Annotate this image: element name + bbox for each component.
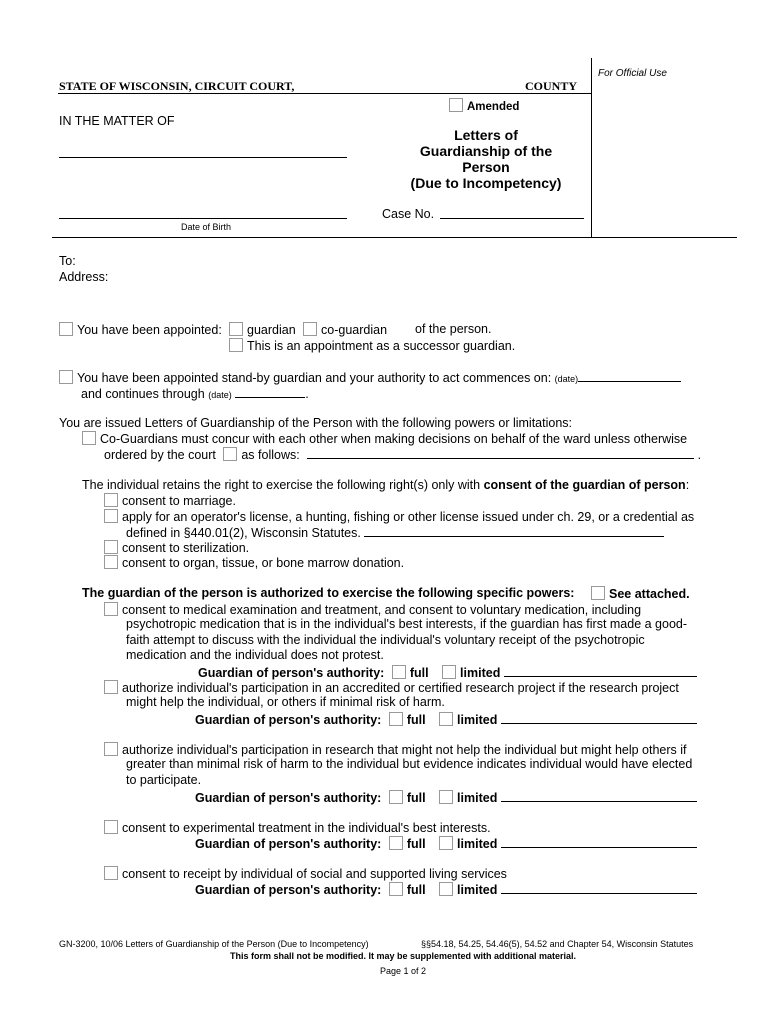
- medical-text-2: psychotropic medication that is in the individual's best interests, if the guardian has first made a good-: [126, 617, 688, 631]
- research-1-full-label: full: [406, 713, 426, 727]
- research-1-limited-checkbox[interactable]: [439, 712, 453, 726]
- experimental-limited-label: limited: [457, 837, 498, 851]
- research-2-full-checkbox[interactable]: [389, 790, 403, 804]
- appointed-label: You have been appointed:: [77, 323, 222, 337]
- coguardians-text-1: Co-Guardians must concur with each other when making decisions on behalf of the ward unless otherwise: [100, 432, 688, 446]
- standby-checkbox[interactable]: [59, 370, 73, 384]
- ordered-text: ordered by the court: [104, 448, 216, 462]
- research-2-limited-checkbox[interactable]: [439, 790, 453, 804]
- co-guardian-label: co-guardian: [321, 323, 388, 337]
- coguardians-checkbox[interactable]: [82, 431, 96, 445]
- research-2-authority-label: Guardian of person's authority:: [195, 791, 382, 805]
- social-services-limited-label: limited: [457, 883, 498, 897]
- research-1-authority-label: Guardian of person's authority:: [195, 713, 382, 727]
- medical-text-4: medication and the individual does not protest.: [126, 648, 384, 662]
- amended-label: Amended: [467, 101, 520, 113]
- appointed-row: [59, 322, 222, 337]
- research-1-limited-label: limited: [457, 713, 498, 727]
- guardian-checkbox[interactable]: [229, 322, 243, 336]
- title-line-3: Person: [462, 159, 510, 175]
- to-label: To:: [59, 254, 76, 268]
- power-research-2: [104, 742, 687, 757]
- specific-heading: The guardian of the person is authorized to exercise the following specific powers:: [82, 586, 575, 600]
- title-line-4: (Due to Incompetency): [410, 175, 562, 191]
- experimental-authority-row: [195, 835, 697, 851]
- continues-date-label: (date): [208, 390, 232, 400]
- social-services-limited-line[interactable]: [501, 881, 697, 894]
- guardian-label: guardian: [247, 323, 296, 337]
- right-donation: [104, 555, 404, 570]
- research-1-full-checkbox[interactable]: [389, 712, 403, 726]
- page-number: Page 1 of 2: [379, 966, 427, 976]
- social-services-checkbox[interactable]: [104, 866, 118, 880]
- research-1-checkbox[interactable]: [104, 680, 118, 694]
- medical-text-3: faith attempt to discuss with the individual the individual's voluntary receipt of the psychotropic: [126, 633, 645, 647]
- see-attached-option[interactable]: [591, 586, 690, 601]
- research-1-text-2: might help the individual, or others if minimal risk of harm.: [126, 695, 445, 709]
- research-1-limited-line[interactable]: [501, 711, 697, 724]
- coguardians-row: [82, 431, 687, 446]
- power-experimental: [104, 820, 491, 835]
- retains-consent: consent of the guardian of person: [483, 478, 686, 492]
- medical-authority-row: [198, 664, 697, 680]
- experimental-limited-line[interactable]: [501, 835, 697, 848]
- title-line-1: Letters of: [454, 127, 518, 143]
- license-label-2: defined in §440.01(2), Wisconsin Statutes.: [126, 526, 361, 540]
- matter-name-line[interactable]: [59, 157, 347, 158]
- experimental-text: consent to experimental treatment in the individual's best interests.: [122, 821, 491, 835]
- successor-option[interactable]: [229, 338, 515, 353]
- see-attached-label: See attached.: [609, 587, 690, 601]
- retains-colon: :: [685, 478, 690, 492]
- standby-row: [59, 369, 681, 385]
- guardian-option[interactable]: [229, 322, 296, 337]
- powers-intro: You are issued Letters of Guardianship of the Person with the following powers or limitations:: [59, 416, 573, 430]
- marriage-label: consent to marriage.: [122, 494, 236, 508]
- official-use-label: For Official Use: [598, 68, 667, 79]
- donation-checkbox[interactable]: [104, 555, 118, 569]
- sterilization-checkbox[interactable]: [104, 540, 118, 554]
- form-title: [380, 127, 592, 191]
- social-services-text: consent to receipt by individual of social and supported living services: [122, 867, 507, 881]
- address-label: Address:: [59, 270, 109, 284]
- license-label: apply for an operator's license, a hunting, fishing or other license issued under ch. 29, or a credential as: [122, 510, 695, 524]
- modification-notice: This form shall not be modified. It may be supplemented with additional material.: [229, 951, 577, 961]
- statutes: §§54.18, 54.25, 54.46(5), 54.52 and Chapter 54, Wisconsin Statutes: [421, 939, 694, 949]
- medical-limited-checkbox[interactable]: [442, 665, 456, 679]
- ordered-row: ordered by the court as follows: .: [104, 448, 702, 462]
- research-2-authority-row: [195, 789, 697, 805]
- continues-period: .: [305, 387, 309, 401]
- right-marriage: [104, 493, 236, 508]
- amended-checkbox-row[interactable]: [449, 98, 519, 113]
- as-follows-checkbox[interactable]: [223, 447, 237, 461]
- co-guardian-checkbox[interactable]: [303, 322, 317, 336]
- medical-authority-label: Guardian of person's authority:: [198, 666, 385, 680]
- form-id: GN-3200, 10/06 Letters of Guardianship of the Person (Due to Incompetency): [59, 939, 369, 949]
- in-matter-label: IN THE MATTER OF: [59, 114, 175, 128]
- retains-text: The individual retains the right to exercise the following right(s) only with: [82, 478, 484, 492]
- donation-label: consent to organ, tissue, or bone marrow donation.: [122, 556, 405, 570]
- medical-limited-line[interactable]: [504, 664, 697, 677]
- marriage-checkbox[interactable]: [104, 493, 118, 507]
- successor-label: This is an appointment as a successor guardian.: [247, 339, 516, 353]
- experimental-limited-checkbox[interactable]: [439, 836, 453, 850]
- continues-row: [81, 385, 309, 401]
- social-services-full-checkbox[interactable]: [389, 882, 403, 896]
- power-medical: [104, 602, 641, 617]
- research-2-limited-label: limited: [457, 791, 498, 805]
- research-2-text-3: to participate.: [126, 773, 202, 787]
- research-2-full-label: full: [406, 791, 426, 805]
- research-1-authority-row: [195, 711, 697, 727]
- right-sterilization: [104, 540, 249, 555]
- medical-limited-label: limited: [460, 666, 501, 680]
- see-attached-checkbox[interactable]: [591, 586, 605, 600]
- standby-date-line[interactable]: [578, 369, 681, 382]
- continues-label: and continues through: [81, 387, 205, 401]
- title-line-2: Guardianship of the: [419, 143, 553, 159]
- case-no-label: Case No.: [382, 207, 435, 221]
- co-guardian-option[interactable]: [303, 322, 387, 337]
- right-license-cont: [126, 524, 664, 540]
- retains-heading: [82, 478, 689, 492]
- research-1-text-1: authorize individual's participation in an accredited or certified research project if the research project: [122, 681, 679, 695]
- experimental-authority-label: Guardian of person's authority:: [195, 837, 382, 851]
- continues-date-line[interactable]: [235, 385, 305, 398]
- power-social-services: [104, 866, 507, 881]
- successor-checkbox[interactable]: [229, 338, 243, 352]
- medical-full-label: full: [409, 666, 429, 680]
- experimental-checkbox[interactable]: [104, 820, 118, 834]
- header-bottom-rule: [52, 237, 737, 238]
- case-no-line[interactable]: [440, 218, 584, 219]
- license-checkbox[interactable]: [104, 509, 118, 523]
- dob-label: Date of Birth: [181, 222, 232, 232]
- social-services-full-label: full: [406, 883, 426, 897]
- research-2-limited-line[interactable]: [501, 789, 697, 802]
- research-2-text-2: greater than minimal risk of harm to the individual but evidence indicates individual would have elected: [126, 757, 693, 771]
- of-person-label: of the person.: [415, 322, 492, 336]
- court-label: STATE OF WISCONSIN, CIRCUIT COURT,: [59, 79, 295, 93]
- research-2-checkbox[interactable]: [104, 742, 118, 756]
- appointed-checkbox[interactable]: [59, 322, 73, 336]
- license-line[interactable]: [364, 524, 664, 537]
- standby-date-label: (date): [554, 374, 579, 384]
- amended-checkbox[interactable]: [449, 98, 463, 112]
- medical-checkbox[interactable]: [104, 602, 118, 616]
- dob-line[interactable]: [59, 218, 347, 219]
- standby-label: You have been appointed stand-by guardian and your authority to act commences on:: [77, 371, 552, 385]
- medical-text-1: consent to medical examination and treatment, and consent to voluntary medication, including: [122, 603, 642, 617]
- experimental-full-checkbox[interactable]: [389, 836, 403, 850]
- power-research-1: [104, 680, 679, 695]
- experimental-full-label: full: [406, 837, 426, 851]
- social-services-authority-label: Guardian of person's authority:: [195, 883, 382, 897]
- as-follows-line[interactable]: [307, 446, 694, 459]
- as-follows-label: as follows:: [241, 448, 300, 462]
- social-services-limited-checkbox[interactable]: [439, 882, 453, 896]
- right-license: [104, 509, 694, 524]
- sterilization-label: consent to sterilization.: [122, 541, 250, 555]
- medical-full-checkbox[interactable]: [392, 665, 406, 679]
- research-2-text-1: authorize individual's participation in research that might not help the individual but might help others if: [122, 743, 687, 757]
- social-services-authority-row: [195, 881, 697, 897]
- county-label: COUNTY: [525, 79, 578, 93]
